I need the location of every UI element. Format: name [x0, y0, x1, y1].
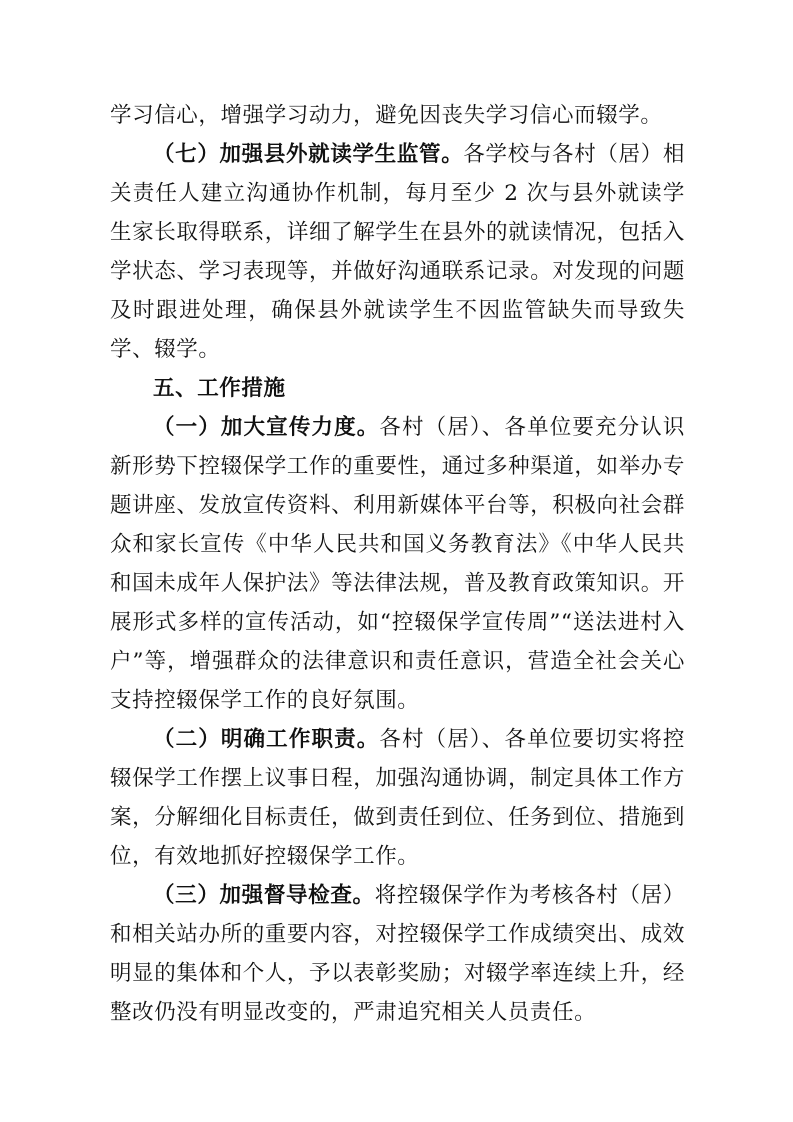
paragraph-text: 学习信心，增强学习动力，避免因丧失学习信心而辍学。 — [110, 103, 663, 128]
paragraph-lead: （一）加大宣传力度。 — [153, 415, 380, 440]
paragraph-continuation — [110, 96, 685, 135]
paragraph-item-7 — [110, 135, 685, 369]
paragraph-text: 各村（居）、各单位要切实将控辍保学工作摆上议事日程，加强沟通协调，制定具体工作方案，分解细化目标责任，做到责任到位、任务到位、措施到位，有效地抓好控辍保学工作。 — [110, 727, 685, 869]
paragraph-lead: （二）明确工作职责。 — [153, 727, 380, 752]
paragraph-text: 将控辍保学作为考核各村（居）和相关站办所的重要内容，对控辍保学工作成绩突出、成效明显的集体和个人，予以表彰奖励；对辍学率连续上升，经整改仍没有明显改变的，严肃追究相关人员责任。 — [110, 883, 685, 1025]
section-heading-5: 五、工作措施 — [153, 376, 286, 401]
paragraph-lead: （七）加强县外就读学生监管。 — [153, 142, 464, 167]
paragraph-text: 各学校与各村（居）相关责任人建立沟通协作机制，每月至少 2 次与县外就读学生家长取得联系，详细了解学生在县外的就读情况，包括入学状态、学习表现等，并做好沟通联系记录。对发现的问题及时跟进处理，确保县外就读学生不因监管缺失而导致失学、辍学。 — [110, 142, 685, 362]
document-page — [110, 96, 685, 1032]
paragraph-text: 各村（居）、各单位要充分认识新形势下控辍保学工作的重要性，通过多种渠道，如举办专题讲座、发放宣传资料、利用新媒体平台等，积极向社会群众和家长宣传《中华人民共和国义务教育法》《中华人民共和国未成年人保护法》等法律法规，普及教育政策知识。开展形式多样的宣传活动，如“控辍保学宣传周”“送法进村入户”等，增强群众的法律意识和责任意识，营造全社会关心支持控辍保学工作的良好氛围。 — [110, 415, 685, 713]
paragraph-lead: （三）加强督导检查。 — [153, 883, 375, 908]
paragraph-item-3 — [110, 876, 685, 1032]
paragraph-item-1 — [110, 408, 685, 720]
paragraph-item-2 — [110, 720, 685, 876]
